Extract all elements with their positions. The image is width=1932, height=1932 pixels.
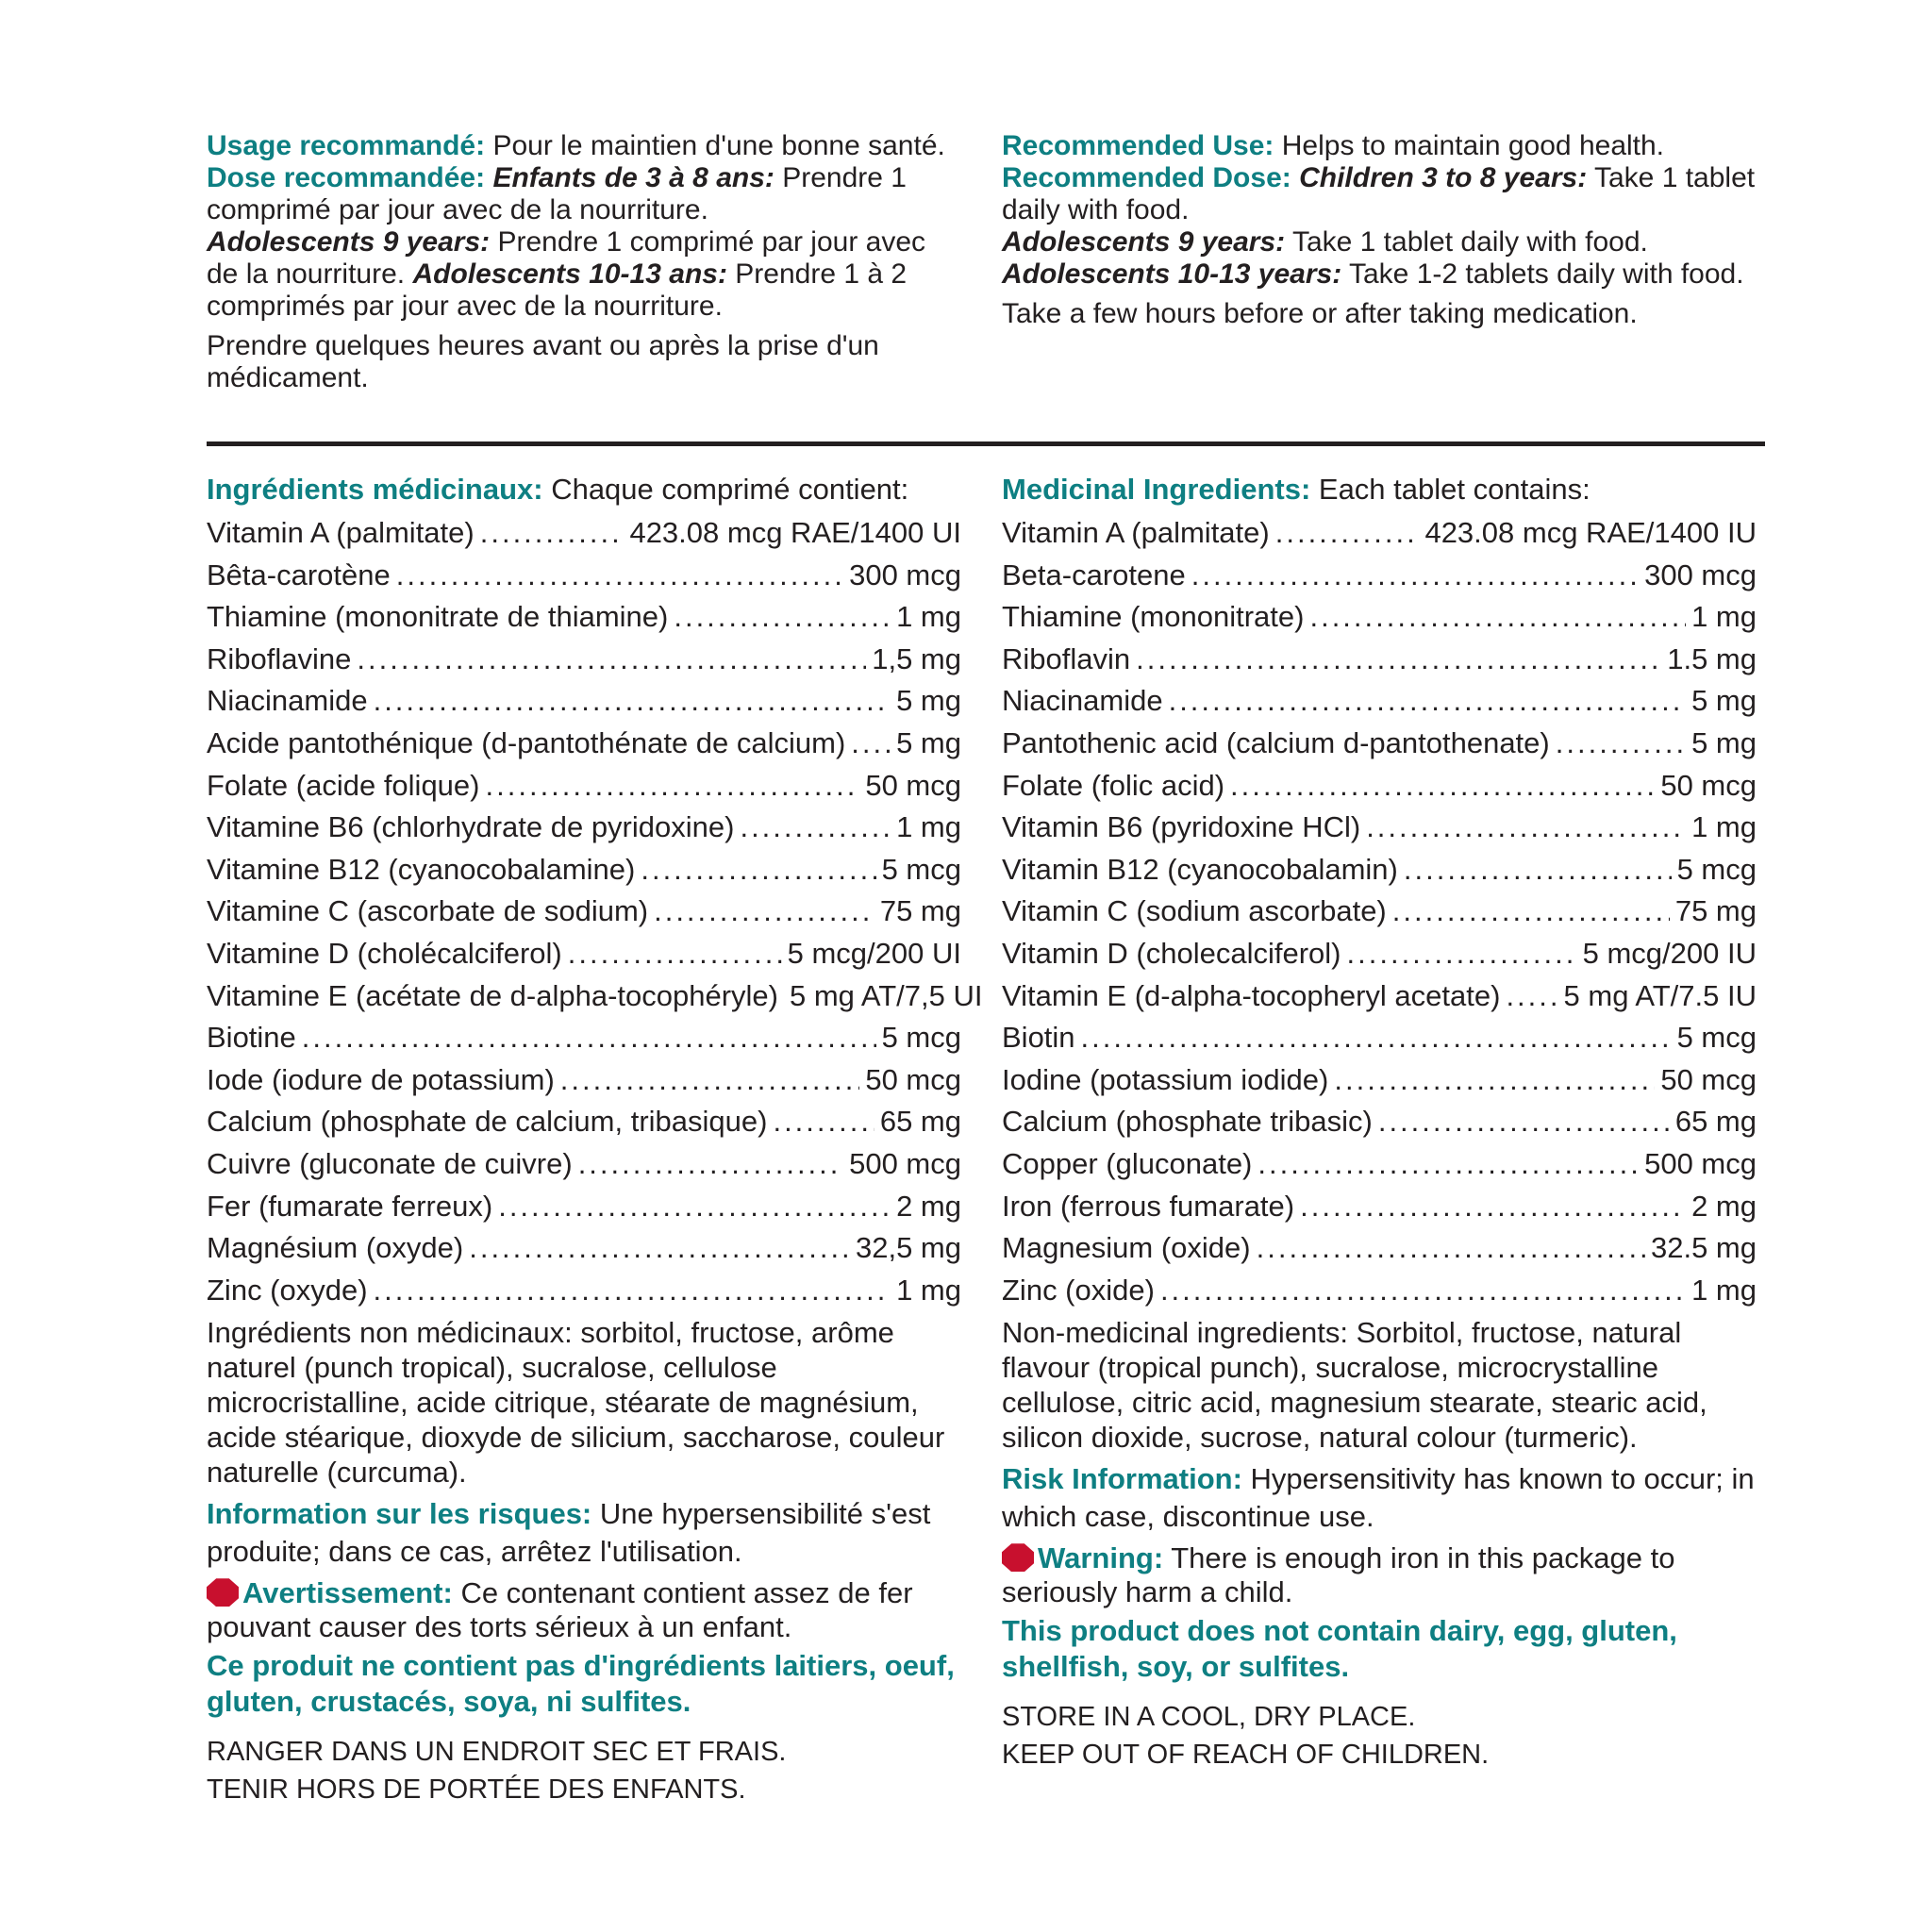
ingredient-name: Riboflavin — [1002, 641, 1131, 675]
en-dose-label: Recommended Dose: — [1002, 162, 1291, 193]
dot-leader — [674, 596, 891, 639]
ingredient-name: Vitamin A (palmitate) — [207, 516, 475, 549]
en-warning-label: Warning: — [1038, 1541, 1164, 1575]
ingredient-name: Pantothenic acid (calcium d-pantothenate) — [1002, 725, 1550, 759]
en-storage: STORE IN A COOL, DRY PLACE. — [1002, 1702, 1416, 1733]
fr-dose-ado10-label: Adolescents 10-13 ans: — [412, 258, 727, 290]
ingredient-amount: 1 mg — [896, 1273, 961, 1307]
ingredient-row — [1002, 933, 1757, 975]
dot-leader — [641, 849, 875, 891]
fr-risk-text: Une hypersensibilité s'est produite; dans ce cas, arrêtez l'utilisation. — [207, 1497, 931, 1569]
ingredient-amount: 2 mg — [1691, 1189, 1757, 1223]
ingredient-amount: 300 mcg — [849, 558, 961, 591]
ingredient-name: Vitamin A (palmitate) — [1002, 516, 1270, 549]
ingredient-amount: 1 mg — [896, 810, 961, 844]
ingredient-row — [207, 933, 961, 975]
en-ingredients-section — [1002, 469, 1757, 1774]
dot-leader — [1191, 555, 1639, 597]
ingredient-amount: 5 mcg/200 IU — [1582, 936, 1757, 970]
ingredient-row — [207, 1143, 961, 1186]
ingredient-row — [207, 1227, 961, 1270]
ingredient-amount: 1 mg — [1691, 600, 1757, 634]
ingredient-name: Copper (gluconate) — [1002, 1146, 1253, 1180]
ingredient-name: Zinc (oxide) — [1002, 1273, 1155, 1307]
ingredient-amount: 5 mcg — [881, 1021, 961, 1055]
dot-leader — [560, 1059, 860, 1102]
ingredient-row — [207, 555, 961, 597]
ingredient-row — [207, 639, 961, 681]
ingredient-name: Thiamine (mononitrate) — [1002, 600, 1305, 634]
dot-leader — [1081, 1017, 1672, 1059]
section-divider — [207, 441, 1765, 446]
ingredient-row — [1002, 680, 1757, 723]
ingredient-name: Folate (acide folique) — [207, 768, 480, 802]
dot-leader — [1257, 1143, 1639, 1186]
dot-leader — [1378, 1101, 1670, 1143]
ingredient-name: Magnésium (oxyde) — [207, 1231, 464, 1265]
fr-usage-label: Usage recommandé: — [207, 130, 486, 161]
ingredient-amount: 1 mg — [1691, 810, 1757, 844]
ingredient-row — [1002, 1227, 1757, 1270]
en-dose-ado10-label: Adolescents 10-13 years: — [1002, 258, 1342, 290]
ingredient-amount: 5 mg AT/7.5 IU — [1563, 978, 1757, 1012]
ingredient-name: Niacinamide — [207, 684, 368, 718]
ingredient-amount: 5 mg — [1691, 725, 1757, 759]
en-ingredients-intro: Each tablet contains: — [1310, 473, 1591, 506]
fr-medication-note: Prendre quelques heures avant ou après la prise d'un médicament. — [207, 330, 879, 393]
ingredient-amount: 2 mg — [896, 1189, 961, 1223]
dot-leader — [1309, 596, 1686, 639]
ingredient-name: Folate (folic acid) — [1002, 768, 1225, 802]
ingredient-name: Bêta-carotène — [207, 558, 391, 591]
dot-leader — [374, 1270, 891, 1312]
dot-leader — [1334, 1059, 1655, 1102]
dot-leader — [396, 555, 843, 597]
ingredient-row — [1002, 723, 1757, 765]
fr-allergen-statement: Ce produit ne contient pas d'ingrédients laitiers, oeuf, gluten, crustacés, soya, ni sulfites. — [207, 1649, 955, 1719]
ingredient-name: Riboflavine — [207, 641, 352, 675]
ingredient-amount: 1 mg — [896, 600, 961, 634]
dot-leader — [1392, 891, 1670, 933]
fr-storage: RANGER DANS UN ENDROIT SEC ET FRAIS. — [207, 1737, 787, 1768]
ingredient-name: Niacinamide — [1002, 684, 1163, 718]
dot-leader — [486, 765, 860, 808]
ingredient-row — [1002, 1101, 1757, 1143]
ingredient-row — [1002, 1186, 1757, 1228]
en-keep-out: KEEP OUT OF REACH OF CHILDREN. — [1002, 1740, 1490, 1771]
dot-leader — [374, 680, 891, 723]
ingredient-row — [207, 975, 983, 1018]
fr-usage-section — [207, 130, 961, 394]
ingredient-amount: 5 mcg — [1676, 1021, 1757, 1055]
en-medication-note: Take a few hours before or after taking medication. — [1002, 298, 1638, 329]
ingredient-row — [207, 1270, 961, 1312]
ingredient-name: Vitamin C (sodium ascorbate) — [1002, 894, 1387, 928]
ingredient-amount: 75 mg — [1674, 894, 1757, 928]
ingredient-amount: 65 mg — [879, 1105, 961, 1139]
ingredient-row — [1002, 1059, 1757, 1102]
dot-leader — [851, 723, 891, 765]
ingredient-name: Vitamine B12 (cyanocobalamine) — [207, 852, 636, 886]
ingredient-name: Thiamine (mononitrate de thiamine) — [207, 600, 669, 634]
dot-leader — [1136, 639, 1661, 681]
ingredient-name: Cuivre (gluconate de cuivre) — [207, 1146, 573, 1180]
fr-risk-label: Information sur les risques: — [207, 1497, 592, 1531]
ingredient-name: Iron (ferrous fumarate) — [1002, 1189, 1295, 1223]
dot-leader — [1404, 849, 1672, 891]
fr-ingredients-label: Ingrédients médicinaux: — [207, 473, 543, 506]
fr-dose-label: Dose recommandée: — [207, 162, 486, 193]
en-usage-section — [1002, 130, 1757, 330]
ingredient-amount: 423.08 mcg RAE/1400 IU — [1424, 516, 1757, 549]
ingredient-row — [207, 891, 961, 933]
fr-warning-label: Avertissement: — [242, 1576, 453, 1610]
dot-leader — [1300, 1186, 1686, 1228]
ingredient-row — [207, 849, 961, 891]
ingredient-row — [1002, 1017, 1757, 1059]
ingredient-amount: 32.5 mg — [1650, 1231, 1757, 1265]
dot-leader — [654, 891, 874, 933]
ingredient-name: Vitamin D (cholecalciferol) — [1002, 936, 1341, 970]
dot-leader — [498, 1186, 891, 1228]
dot-leader — [1275, 512, 1420, 555]
ingredient-amount: 50 mcg — [865, 768, 961, 802]
ingredient-amount: 500 mcg — [1644, 1146, 1757, 1180]
ingredient-row — [1002, 555, 1757, 597]
dot-leader — [740, 807, 891, 849]
fr-dose-children-label: Enfants de 3 à 8 ans: — [492, 162, 774, 193]
en-dose-children-label: Children 3 to 8 years: — [1299, 162, 1588, 193]
ingredient-row — [1002, 1143, 1757, 1186]
ingredient-row — [207, 1059, 961, 1102]
ingredient-name: Vitamin B12 (cyanocobalamin) — [1002, 852, 1398, 886]
en-allergen-statement: This product does not contain dairy, egg, gluten, shellfish, soy, or sulfites. — [1002, 1614, 1677, 1684]
ingredient-row — [207, 807, 961, 849]
ingredient-name: Beta-carotene — [1002, 558, 1186, 591]
ingredient-row — [1002, 807, 1757, 849]
ingredient-name: Calcium (phosphate tribasic) — [1002, 1105, 1373, 1139]
fr-dose-ado10-text: Prendre 1 à 2 comprimés par jour avec de la nourriture. — [207, 258, 908, 322]
ingredient-row — [1002, 891, 1757, 933]
en-warning-text: There is enough iron in this package to seriously harm a child. — [1002, 1541, 1675, 1609]
ingredient-name: Zinc (oxyde) — [207, 1273, 368, 1307]
ingredient-amount: 5 mg AT/7,5 UI — [790, 978, 983, 1012]
fr-ingredients-section — [207, 469, 983, 1808]
ingredient-amount: 50 mcg — [1660, 768, 1757, 802]
ingredient-amount: 75 mg — [879, 894, 961, 928]
ingredient-name: Acide pantothénique (d-pantothénate de calcium) — [207, 725, 846, 759]
ingredient-name: Vitamin E (d-alpha-tocopheryl acetate) — [1002, 978, 1501, 1012]
ingredient-row — [1002, 975, 1757, 1018]
ingredient-row — [207, 596, 961, 639]
ingredient-amount: 50 mcg — [865, 1062, 961, 1096]
ingredient-amount: 5 mcg — [1676, 852, 1757, 886]
dot-leader — [773, 1101, 874, 1143]
ingredient-name: Iode (iodure de potassium) — [207, 1062, 555, 1096]
en-ingredient-list — [1002, 512, 1757, 1311]
en-risk-text: Hypersensitivity has known to occur; in which case, discontinue use. — [1002, 1462, 1755, 1534]
ingredient-row — [207, 1017, 961, 1059]
ingredient-amount: 65 mg — [1674, 1105, 1757, 1139]
ingredient-amount: 5 mcg/200 UI — [787, 936, 961, 970]
en-non-medicinal: Non-medicinal ingredients: Sorbitol, fructose, natural flavour (tropical punch), sucralose, microcrystalline cellulose, citric acid, magnesium stearate, stearic acid, silicon dioxide, sucrose, natural colour (turmeric). — [1002, 1316, 1707, 1455]
ingredient-amount: 5 mg — [896, 725, 961, 759]
ingredient-row — [1002, 512, 1757, 555]
dot-leader — [1230, 765, 1655, 808]
fr-dose-children-text: Prendre 1 comprimé par jour avec de la nourriture. — [207, 162, 907, 225]
dot-leader — [568, 933, 782, 975]
ingredient-row — [207, 512, 961, 555]
fr-keep-out: TENIR HORS DE PORTÉE DES ENFANTS. — [207, 1774, 746, 1806]
dot-leader — [1169, 680, 1687, 723]
fr-ingredients-intro: Chaque comprimé contient: — [542, 473, 909, 506]
dot-leader — [1556, 723, 1686, 765]
ingredient-row — [1002, 849, 1757, 891]
en-ingredients-label: Medicinal Ingredients: — [1002, 473, 1311, 506]
en-dose-ado10-text: Take 1-2 tablets daily with food. — [1341, 258, 1744, 290]
dot-leader — [1160, 1270, 1686, 1312]
dot-leader — [1506, 975, 1557, 1018]
ingredient-name: Vitamine B6 (chlorhydrate de pyridoxine) — [207, 810, 735, 844]
ingredient-row — [1002, 639, 1757, 681]
ingredient-amount: 1,5 mg — [872, 641, 961, 675]
dot-leader — [480, 512, 625, 555]
ingredient-name: Biotin — [1002, 1021, 1075, 1055]
dot-leader — [1257, 1227, 1645, 1270]
fr-ingredient-list — [207, 512, 983, 1311]
ingredient-amount: 5 mcg — [881, 852, 961, 886]
ingredient-row — [1002, 596, 1757, 639]
ingredient-name: Vitamine D (cholécalciferol) — [207, 936, 562, 970]
fr-usage-text: Pour le maintien d'une bonne santé. — [485, 130, 945, 161]
en-dose-ado9-text: Take 1 tablet daily with food. — [1285, 226, 1648, 258]
ingredient-row — [207, 723, 961, 765]
ingredient-amount: 32,5 mg — [855, 1231, 961, 1265]
en-dose-children-text: Take 1 tablet daily with food. — [1002, 162, 1756, 225]
dot-leader — [302, 1017, 876, 1059]
dot-leader — [578, 1143, 843, 1186]
en-risk-label: Risk Information: — [1002, 1462, 1242, 1496]
ingredient-amount: 300 mcg — [1644, 558, 1757, 591]
ingredient-amount: 1.5 mg — [1667, 641, 1757, 675]
stop-sign-icon — [1002, 1543, 1034, 1572]
ingredient-name: Biotine — [207, 1021, 296, 1055]
ingredient-row — [207, 1101, 961, 1143]
fr-dose-ado9-text: Prendre 1 comprimé par jour avec de la nourriture. — [207, 226, 926, 290]
en-dose-ado9-label: Adolescents 9 years: — [1002, 226, 1286, 258]
en-usage-label: Recommended Use: — [1002, 130, 1274, 161]
fr-dose-ado9-label: Adolescents 9 years: — [207, 226, 491, 258]
ingredient-amount: 423.08 mcg RAE/1400 UI — [629, 516, 961, 549]
ingredient-amount: 5 mg — [1691, 684, 1757, 718]
ingredient-amount: 5 mg — [896, 684, 961, 718]
dot-leader — [1366, 807, 1686, 849]
ingredient-name: Vitamin B6 (pyridoxine HCl) — [1002, 810, 1361, 844]
ingredient-name: Iodine (potassium iodide) — [1002, 1062, 1329, 1096]
ingredient-row — [207, 765, 961, 808]
ingredient-name: Vitamine E (acétate de d-alpha-tocophéryle) — [207, 978, 778, 1012]
ingredient-name: Fer (fumarate ferreux) — [207, 1189, 493, 1223]
dot-leader — [1347, 933, 1577, 975]
ingredient-row — [1002, 765, 1757, 808]
fr-warning-text: Ce contenant contient assez de fer pouvant causer des torts sérieux à un enfant. — [207, 1576, 913, 1644]
en-usage-text: Helps to maintain good health. — [1274, 130, 1665, 161]
ingredient-amount: 50 mcg — [1660, 1062, 1757, 1096]
ingredient-amount: 500 mcg — [849, 1146, 961, 1180]
ingredient-name: Calcium (phosphate de calcium, tribasique) — [207, 1105, 768, 1139]
dot-leader — [469, 1227, 850, 1270]
ingredient-row — [207, 1186, 961, 1228]
ingredient-amount: 1 mg — [1691, 1273, 1757, 1307]
stop-sign-icon — [207, 1578, 239, 1607]
ingredient-name: Magnesium (oxide) — [1002, 1231, 1251, 1265]
fr-non-medicinal: Ingrédients non médicinaux: sorbitol, fructose, arôme naturel (punch tropical), sucralose, cellulose microcristalline, acide citrique, stéarate de magnésium, acide stéarique, dioxyde de silicium, saccharose, couleur naturelle (curcuma). — [207, 1316, 945, 1490]
ingredient-row — [207, 680, 961, 723]
ingredient-row — [1002, 1270, 1757, 1312]
dot-leader — [357, 639, 866, 681]
ingredient-name: Vitamine C (ascorbate de sodium) — [207, 894, 649, 928]
